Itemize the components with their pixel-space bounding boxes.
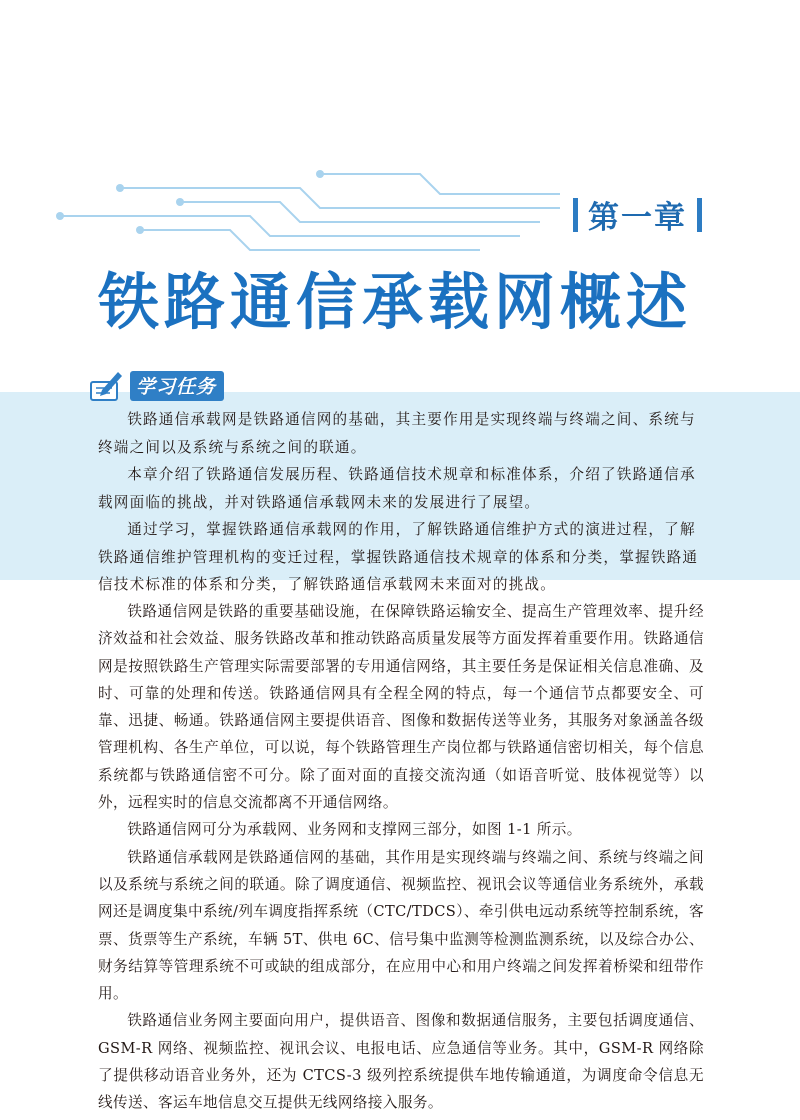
chapter-bar-left [573, 198, 578, 232]
chapter-label-text: 第一章 [588, 200, 687, 236]
learning-task-text [98, 406, 704, 599]
task-paragraph: 铁路通信承载网是铁路通信网的基础，其主要作用是实现终端与终端之间、系统与终端之间以及系统与系统之间的联通。 [98, 411, 696, 456]
learning-task-header [88, 364, 224, 408]
chapter-number [573, 192, 702, 237]
body-paragraph: 铁路通信业务网主要面向用户，提供语音、图像和数据通信服务，主要包括调度通信、GSM-R 网络、视频监控、视讯会议、电报电话、应急通信等业务。其中，GSM-R 网络除了提供移动语音业务外，还为 CTCS-3 级列控系统提供车地传输通道，为调度命令信息无线传送、客运车地信息交互提供无线网络接入服务。 [98, 1012, 704, 1112]
main-body-text [98, 598, 704, 1117]
learning-task-title: 学习任务 [130, 371, 224, 401]
body-paragraph: 铁路通信网是铁路的重要基础设施，在保障铁路运输安全、提高生产管理效率、提升经济效益和社会效益、服务铁路改革和推动铁路高质量发展等方面发挥着重要作用。铁路通信网是按照铁路生产管理实际需要部署的专用通信网络，其主要任务是保证相关信息准确、及时、可靠的处理和传送。铁路通信网具有全程全网的特点，每一个通信节点都要安全、可靠、迅捷、畅通。铁路通信网主要提供语音、图像和数据传送等业务，其服务对象涵盖各级管理机构、各生产单位，可以说，每个铁路管理生产岗位都与铁路通信密切相关，每个信息系统都与铁路通信密不可分。除了面对面的直接交流沟通（如语音听觉、肢体视觉等）以外，远程实时的信息交流都离不开通信网络。 [98, 603, 704, 812]
chapter-bar-right [697, 198, 702, 232]
body-paragraph: 铁路通信网可分为承载网、业务网和支撑网三部分，如图 1-1 所示。 [127, 821, 582, 839]
body-paragraph: 铁路通信承载网是铁路通信网的基础，其作用是实现终端与终端之间、系统与终端之间以及系统与系统之间的联通。除了调度通信、视频监控、视讯会议等通信业务系统外，承载网还是调度集中系统/列车调度指挥系统（CTC/TDCS）、牵引供电远动系统等控制系统，客票、货票等生产系统，车辆 5T、供电 6C、信号集中监测等检测监测系统，以及综合办公、财务结算等管理系统不可或缺的组成部分，在应用中心和用户终端之间发挥着桥梁和纽带作用。 [98, 848, 704, 1003]
task-paragraph: 本章介绍了铁路通信发展历程、铁路通信技术规章和标准体系，介绍了铁路通信承载网面临的挑战，并对铁路通信承载网未来的发展进行了展望。 [98, 466, 696, 511]
pencil-book-icon [88, 368, 124, 404]
chapter-title: 铁路通信承载网概述 [98, 267, 693, 338]
task-paragraph: 通过学习，掌握铁路通信承载网的作用，了解铁路通信维护方式的演进过程，了解铁路通信维护管理机构的变迁过程，掌握铁路通信技术规章的体系和分类，掌握铁路通信技术标准的体系和分类，了解铁路通信承载网未来面对的挑战。 [98, 521, 699, 593]
